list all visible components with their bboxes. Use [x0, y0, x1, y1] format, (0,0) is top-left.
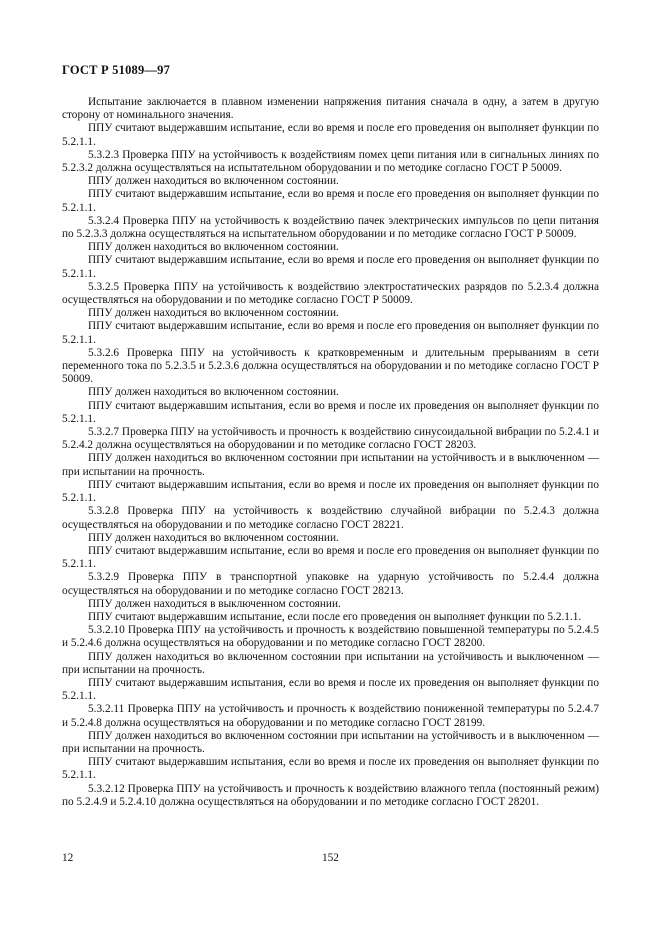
paragraph: Испытание заключается в плавном изменении напряжения питания сначала в одну, а затем в другую сторону от номинального значения. [62, 96, 599, 122]
paragraph: ППУ должен находиться во включенном состоянии при испытании на устойчивость и выключенном — при испытании на прочность. [62, 650, 599, 676]
sheet-number: 152 [322, 852, 339, 864]
paragraph: ППУ должен находиться во включенном состоянии. [88, 241, 339, 254]
paragraph: 5.3.2.6 Проверка ППУ на устойчивость к кратковременным и длительным прерываниям в сети переменного тока по 5.2.3.5 и 5.2.3.6 должна осуществляться на оборудовании и по методике согласно ГОСТ Р 50009. [62, 346, 599, 386]
document-header: ГОСТ Р 51089—97 [62, 63, 171, 77]
page-number: 12 [62, 852, 74, 864]
paragraph: 5.3.2.7 Проверка ППУ на устойчивость и прочность к воздействию синусоидальной вибрации по 5.2.4.1 и 5.2.4.2 должна осуществляться на оборудовании и по методике согласно ГОСТ 28203. [62, 426, 599, 452]
paragraph: ППУ считают выдержавшим испытание, если во время и после его проведения он выполняет функции по 5.2.1.1. [62, 544, 599, 571]
paragraph: ППУ считают выдержавшим испытание, если во время и после его проведения он выполняет функции по 5.2.1.1. [62, 188, 599, 214]
paragraph: ППУ считают выдержавшим испытания, если во время и после их проведения он выполняет функции по 5.2.1.1. [62, 478, 599, 505]
paragraph: ППУ должен находиться в выключенном состоянии. [88, 597, 341, 610]
paragraph: 5.3.2.9 Проверка ППУ в транспортной упаковке на ударную устойчивость по 5.2.4.4 должна осуществляться на оборудовании и по методике согласно ГОСТ 28213. [62, 571, 599, 597]
paragraph: ППУ считают выдержавшим испытание, если во время и после его проведения он выполняет функции по 5.2.1.1. [62, 122, 599, 148]
paragraph: ППУ должен находиться во включенном состоянии. [88, 531, 339, 544]
paragraph: 5.3.2.5 Проверка ППУ на устойчивость к воздействию электростатических разрядов по 5.2.3.4 должна осуществляться на оборудовании и по методике согласно ГОСТ Р 50009. [62, 280, 599, 307]
paragraph: ППУ считают выдержавшим испытание, если во время и после его проведения он выполняет функции по 5.2.1.1. [62, 254, 599, 280]
document-body [62, 96, 599, 809]
paragraph: ППУ считают выдержавшим испытания, если во время и после их проведения он выполняет функции по 5.2.1.1. [62, 399, 599, 425]
paragraph: 5.3.2.11 Проверка ППУ на устойчивость и прочность к воздействию пониженной температуры по 5.2.4.7 и 5.2.4.8 должна осуществляться на оборудовании и по методике согласно ГОСТ 28199. [62, 703, 599, 729]
paragraph: ППУ должен находиться во включенном состоянии. [88, 307, 339, 320]
paragraph: 5.3.2.8 Проверка ППУ на устойчивость к воздействию случайной вибрации по 5.2.4.3 должна осуществляться на оборудовании и по методике согласно ГОСТ 28221. [62, 505, 599, 531]
paragraph: ППУ должен находиться во включенном состоянии при испытании на устойчивость и в выключенном — при испытании на прочность. [62, 452, 599, 478]
paragraph: 5.3.2.12 Проверка ППУ на устойчивость и прочность к воздействию влажного тепла (постоянный режим) по 5.2.4.9 и 5.2.4.10 должна осуществляться на оборудовании и по методике согласно ГОСТ 28201. [62, 782, 599, 808]
paragraph: ППУ должен находиться во включенном состоянии при испытании на устойчивость и в выключенном — при испытании на прочность. [62, 729, 599, 755]
paragraph: 5.3.2.3 Проверка ППУ на устойчивость к воздействиям помех цепи питания или в сигнальных линиях по 5.2.3.2 должна осуществляться на испытательном оборудовании и по методике согласно ГОСТ Р 50009. [62, 148, 599, 175]
paragraph: ППУ считают выдержавшим испытание, если после его проведения он выполняет функции по 5.2.1.1. [88, 610, 582, 623]
paragraph: ППУ считают выдержавшим испытания, если во время и после их проведения он выполняет функции по 5.2.1.1. [62, 676, 599, 703]
paragraph: ППУ должен находиться во включенном состоянии. [88, 386, 339, 399]
paragraph: ППУ считают выдержавшим испытания, если во время и после их проведения он выполняет функции по 5.2.1.1. [62, 756, 599, 782]
paragraph: 5.3.2.4 Проверка ППУ на устойчивость к воздействию пачек электрических импульсов по цепи питания по 5.2.3.3 должна осуществляться на испытательном оборудовании и по методике согласно ГОСТ Р 50009. [62, 214, 599, 241]
paragraph: ППУ считают выдержавшим испытание, если во время и после его проведения он выполняет функции по 5.2.1.1. [62, 320, 599, 346]
paragraph: ППУ должен находиться во включенном состоянии. [88, 175, 339, 188]
paragraph: 5.3.2.10 Проверка ППУ на устойчивость и прочность к воздействию повышенной температуры по 5.2.4.5 и 5.2.4.6 должна осуществляться на оборудовании и по методике согласно ГОСТ 28200. [62, 624, 599, 650]
